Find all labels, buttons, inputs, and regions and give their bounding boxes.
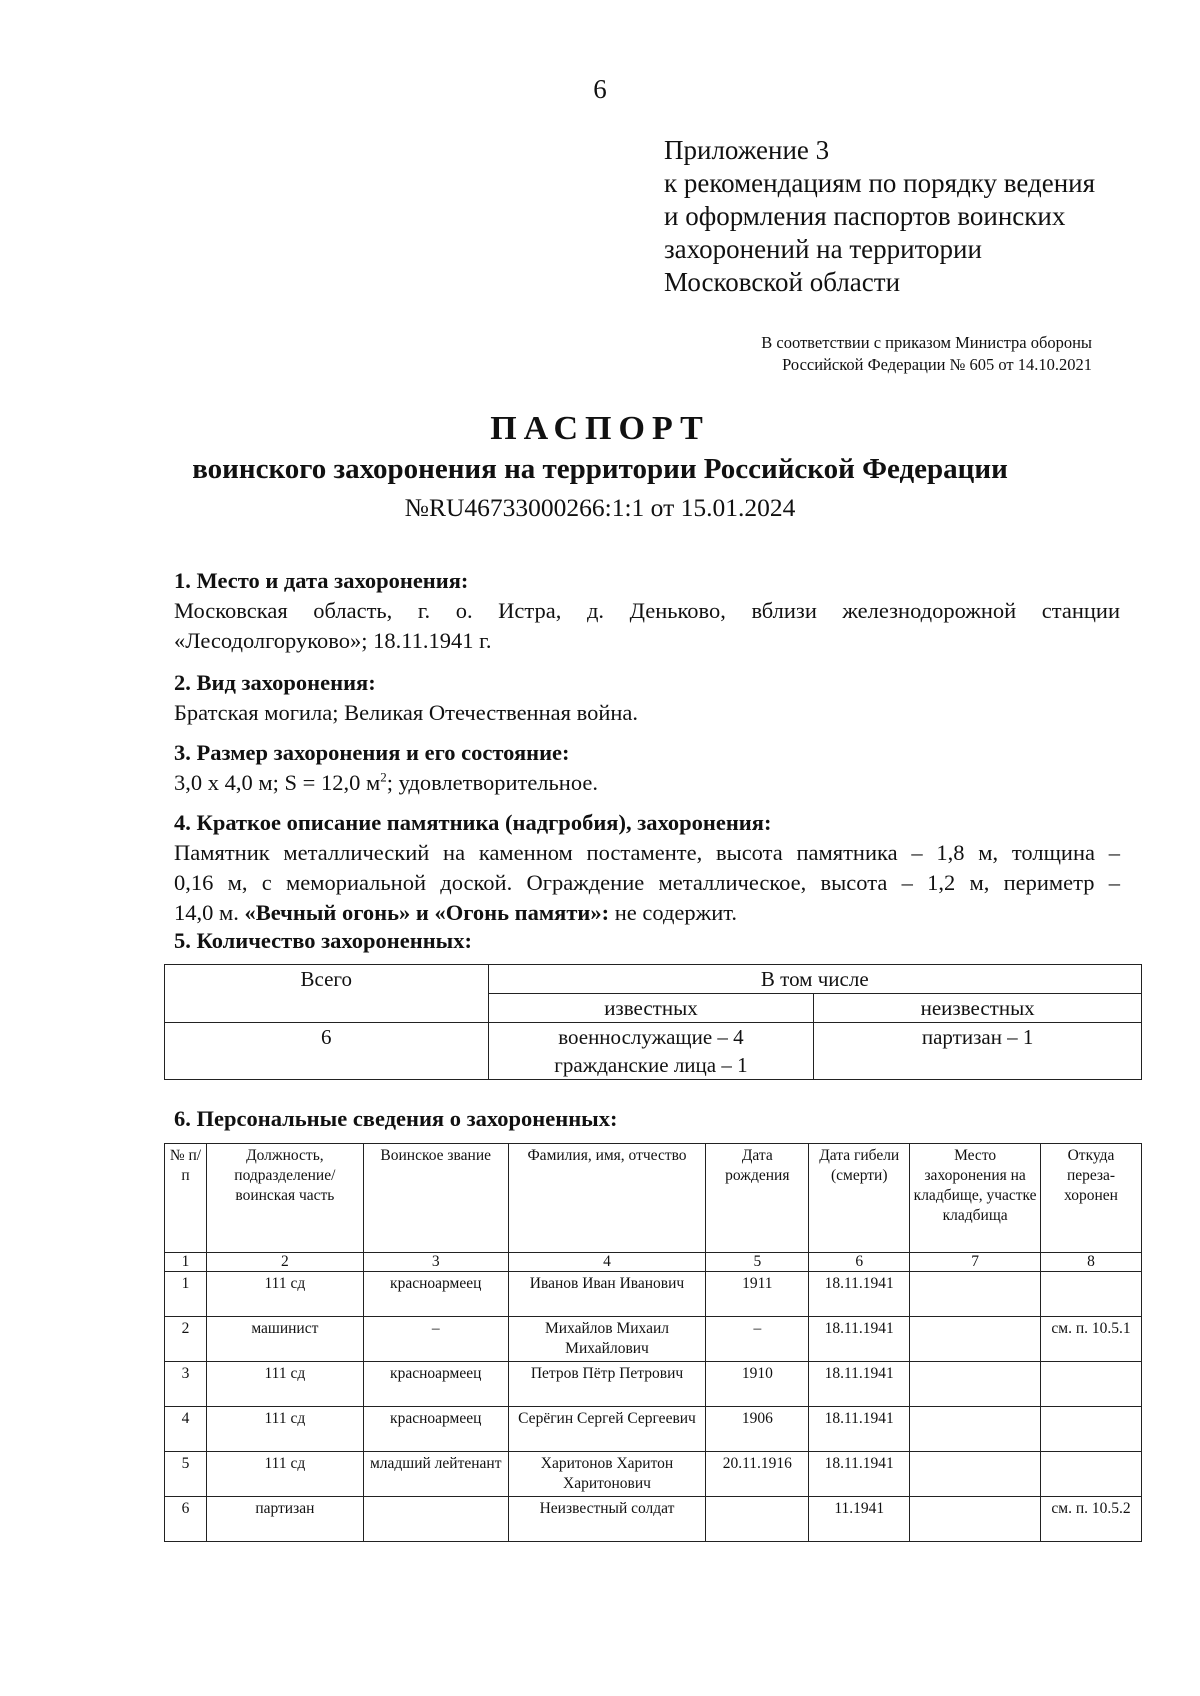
cell-unit: 111 сд xyxy=(206,1272,363,1317)
condition-text: ; удовлетворительное. xyxy=(386,770,598,795)
appendix-block xyxy=(664,134,1095,299)
cell-died: 18.11.1941 xyxy=(809,1407,910,1452)
section-text-tail: не содержит. xyxy=(609,900,737,925)
cell-died: 11.1941 xyxy=(809,1497,910,1542)
cell-rank: красноармеец xyxy=(363,1407,508,1452)
cell-died: 18.11.1941 xyxy=(809,1452,910,1497)
cell-place xyxy=(910,1272,1041,1317)
cell-from xyxy=(1041,1407,1142,1452)
cell-from: см. п. 10.5.2 xyxy=(1041,1497,1142,1542)
column-number: 5 xyxy=(706,1253,809,1272)
section-text-bold: «Вечный огонь» и «Огонь памяти»: xyxy=(244,900,610,925)
section-text xyxy=(174,898,1120,928)
total-value: 6 xyxy=(165,1023,489,1080)
document-title: ПАСПОРТ xyxy=(490,410,710,447)
section-heading: 6. Персональные сведения о захороненных: xyxy=(174,1106,618,1131)
cell-number: 6 xyxy=(165,1497,207,1542)
section-3 xyxy=(174,738,1120,798)
column-number: 7 xyxy=(910,1253,1041,1272)
cell-rank: красноармеец xyxy=(363,1272,508,1317)
cell-unit: 111 сд xyxy=(206,1407,363,1452)
column-number: 4 xyxy=(508,1253,706,1272)
column-number: 1 xyxy=(165,1253,207,1272)
cell-name: Неизвестный солдат xyxy=(508,1497,706,1542)
cell-name: Петров Пётр Петрович xyxy=(508,1362,706,1407)
cell-place xyxy=(910,1362,1041,1407)
table-row xyxy=(165,1272,1142,1317)
section-text: Братская могила; Великая Отечественная война. xyxy=(174,700,639,725)
column-header: Воинское звание xyxy=(363,1144,508,1253)
cell-number: 2 xyxy=(165,1317,207,1362)
section-heading: 3. Размер захоронения и его состояние: xyxy=(174,740,570,765)
cell-rank: красноармеец xyxy=(363,1362,508,1407)
section-text xyxy=(174,768,1120,798)
cell-from xyxy=(1041,1452,1142,1497)
table-row xyxy=(165,1317,1142,1362)
header-total: Всего xyxy=(165,965,489,1023)
cell-born xyxy=(706,1497,809,1542)
cell-unit: 111 сд xyxy=(206,1452,363,1497)
table-header-row xyxy=(165,1144,1142,1253)
cell-number: 1 xyxy=(165,1272,207,1317)
section-6-heading-wrap xyxy=(174,1104,1120,1134)
size-text: 3,0 х 4,0 м; S = 12,0 м xyxy=(174,770,381,795)
cell-born: 1906 xyxy=(706,1407,809,1452)
known-value xyxy=(488,1023,814,1080)
cell-place xyxy=(910,1452,1041,1497)
section-2 xyxy=(174,668,1120,728)
section-text: 0,16 м, с мемориальной доской. Ограждение металлическое, высота – 1,2 м, периметр – xyxy=(174,870,1120,895)
passport-number: №RU46733000266:1:1 от 15.01.2024 xyxy=(404,493,796,522)
appendix-line: и оформления паспортов воинских xyxy=(664,201,1066,231)
appendix-line: к рекомендациям по порядку ведения xyxy=(664,168,1096,198)
cell-rank xyxy=(363,1497,508,1542)
cell-place xyxy=(910,1407,1041,1452)
section-5-heading-wrap xyxy=(174,926,1120,956)
section-heading: 1. Место и дата захоронения: xyxy=(174,568,469,593)
column-number-row xyxy=(165,1253,1142,1272)
section-heading: 5. Количество захороненных: xyxy=(174,928,472,953)
cell-place xyxy=(910,1317,1041,1362)
cell-place xyxy=(910,1497,1041,1542)
header-unknown: неизвестных xyxy=(814,994,1142,1023)
order-note-line: Российской Федерации № 605 от 14.10.2021 xyxy=(782,355,1092,374)
column-header: Место захоронения на кладбище, участке кладбища xyxy=(910,1144,1041,1253)
order-note-line: В соответствии с приказом Министра обороны xyxy=(761,333,1092,352)
appendix-line: захоронений на территории xyxy=(664,234,982,264)
column-header: № п/п xyxy=(165,1144,207,1253)
page-number: 6 xyxy=(593,74,607,104)
section-heading: 2. Вид захоронения: xyxy=(174,670,376,695)
cell-name: Михайлов Михаил Михайлович xyxy=(508,1317,706,1362)
cell-born: 1911 xyxy=(706,1272,809,1317)
cell-rank: – xyxy=(363,1317,508,1362)
cell-number: 3 xyxy=(165,1362,207,1407)
section-text: Памятник металлический на каменном постаменте, высота памятника – 1,8 м, толщина – xyxy=(174,840,1120,865)
column-header: Дата гибели (смерти) xyxy=(809,1144,910,1253)
unknown-value: партизан – 1 xyxy=(814,1023,1142,1080)
column-number: 6 xyxy=(809,1253,910,1272)
known-line: военнослужащие – 4 xyxy=(558,1025,744,1049)
cell-born: – xyxy=(706,1317,809,1362)
cell-died: 18.11.1941 xyxy=(809,1272,910,1317)
cell-unit: 111 сд xyxy=(206,1362,363,1407)
cell-from xyxy=(1041,1362,1142,1407)
table-row xyxy=(165,1452,1142,1497)
section-1 xyxy=(174,566,1120,656)
cell-name: Харитонов Харитон Харитонович xyxy=(508,1452,706,1497)
personal-data-table xyxy=(164,1143,1142,1542)
cell-unit: машинист xyxy=(206,1317,363,1362)
column-header: Откуда переза-хоронен xyxy=(1041,1144,1142,1253)
cell-name: Серёгин Сергей Сергеевич xyxy=(508,1407,706,1452)
column-header: Должность, подразделение/ воинская часть xyxy=(206,1144,363,1253)
appendix-line: Московской области xyxy=(664,267,901,297)
cell-name: Иванов Иван Иванович xyxy=(508,1272,706,1317)
section-text: Московская область, г. о. Истра, д. Деньково, вблизи железнодорожной станции xyxy=(174,598,1120,623)
column-number: 3 xyxy=(363,1253,508,1272)
table-row xyxy=(165,1497,1142,1542)
table-row xyxy=(165,1362,1142,1407)
cell-died: 18.11.1941 xyxy=(809,1317,910,1362)
section-heading: 4. Краткое описание памятника (надгробия), захоронения: xyxy=(174,810,772,835)
cell-number: 4 xyxy=(165,1407,207,1452)
cell-from: см. п. 10.5.1 xyxy=(1041,1317,1142,1362)
column-number: 2 xyxy=(206,1253,363,1272)
document-subtitle: воинского захоронения на территории Российской Федерации xyxy=(192,453,1008,485)
header-known: известных xyxy=(488,994,814,1023)
section-text-plain: 14,0 м. xyxy=(174,900,245,925)
cell-number: 5 xyxy=(165,1452,207,1497)
cell-died: 18.11.1941 xyxy=(809,1362,910,1407)
appendix-line: Приложение 3 xyxy=(664,135,830,165)
header-including: В том числе xyxy=(488,965,1141,994)
known-line: гражданские лица – 1 xyxy=(554,1053,748,1077)
table-row xyxy=(165,1407,1142,1452)
column-number: 8 xyxy=(1041,1253,1142,1272)
column-header: Фамилия, имя, отчество xyxy=(508,1144,706,1253)
cell-born: 1910 xyxy=(706,1362,809,1407)
cell-born: 20.11.1916 xyxy=(706,1452,809,1497)
order-note xyxy=(761,332,1092,376)
superscript: 2 xyxy=(380,769,387,785)
section-4 xyxy=(174,808,1120,928)
section-text: «Лесодолгоруково»; 18.11.1941 г. xyxy=(174,628,492,653)
cell-rank: младший лейтенант xyxy=(363,1452,508,1497)
burial-count-table xyxy=(164,964,1142,1080)
cell-from xyxy=(1041,1272,1142,1317)
column-header: Дата рождения xyxy=(706,1144,809,1253)
cell-unit: партизан xyxy=(206,1497,363,1542)
